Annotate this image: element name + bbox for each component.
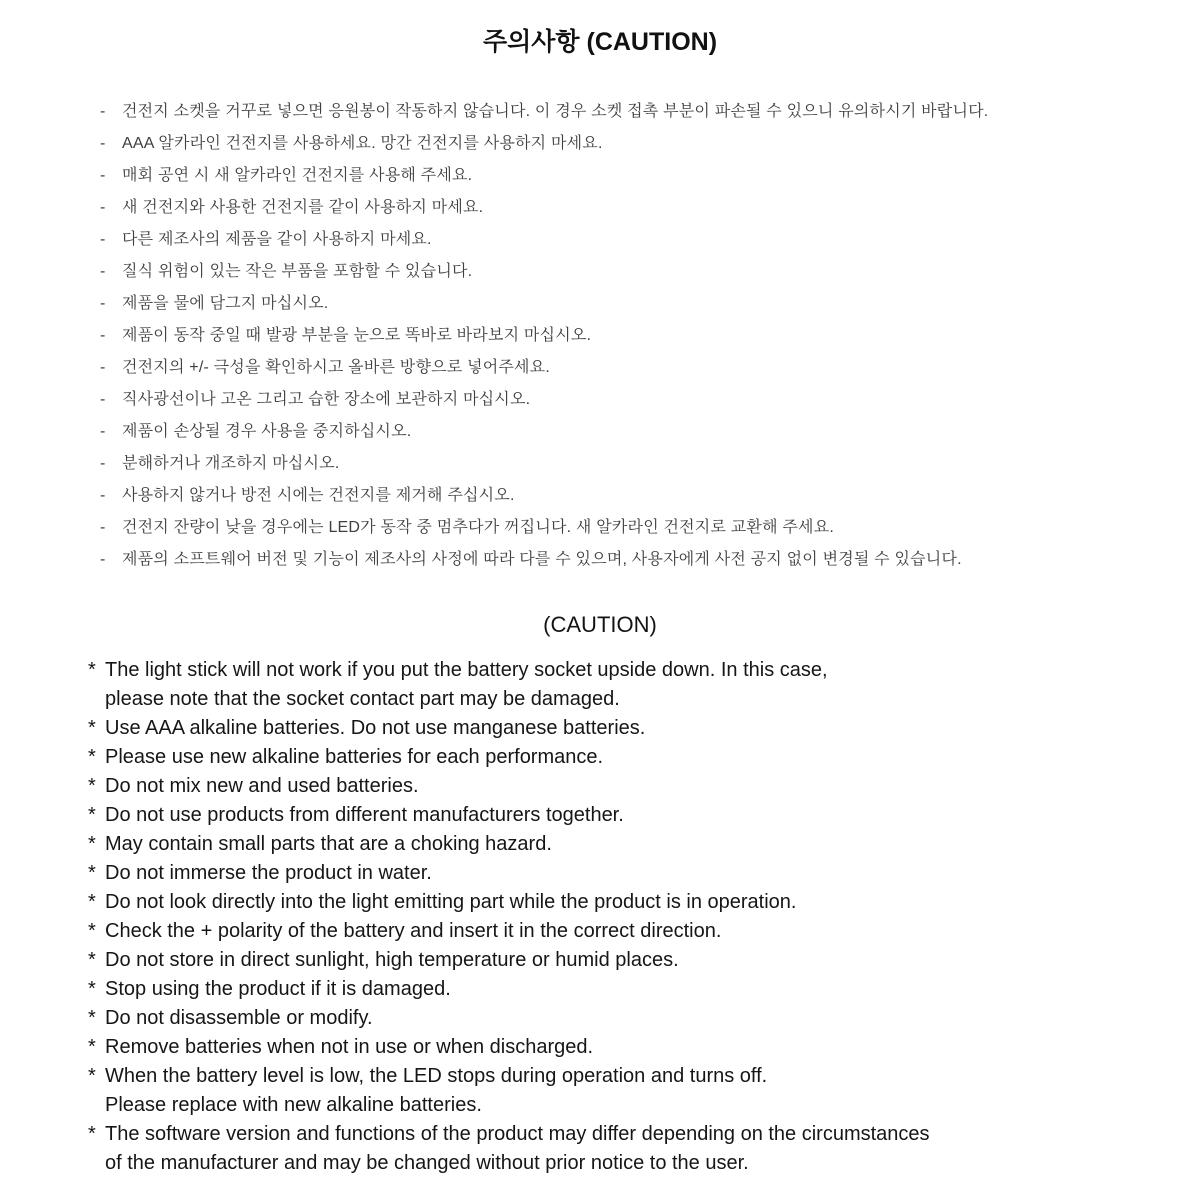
asterisk-bullet: * <box>88 1123 96 1145</box>
korean-caution-text: AAA 알카라인 건전지를 사용하세요. 망간 건전지를 사용하지 마세요. <box>122 135 603 152</box>
korean-caution-item <box>100 192 1145 224</box>
english-caution-text: Do not use products from different manufacturers together. <box>105 804 624 826</box>
dash-bullet: - <box>100 263 106 280</box>
english-caution-text: The light stick will not work if you put the battery socket upside down. In this case, <box>105 659 828 681</box>
english-caution-line <box>88 743 1150 772</box>
dash-bullet: - <box>100 551 106 568</box>
english-caution-text: please note that the socket contact part may be damaged. <box>105 688 620 710</box>
english-caution-text: Do not store in direct sunlight, high temperature or humid places. <box>105 949 679 971</box>
asterisk-bullet: * <box>88 891 96 913</box>
korean-caution-text: 제품의 소프트웨어 버전 및 기능이 제조사의 사정에 따라 다를 수 있으며, 사용자에게 사전 공지 없이 변경될 수 있습니다. <box>122 551 962 568</box>
english-caution-line <box>88 830 1150 859</box>
dash-bullet: - <box>100 391 106 408</box>
english-caution-line <box>88 1062 1150 1091</box>
korean-caution-item <box>100 288 1145 320</box>
english-caution-line <box>88 1120 1150 1149</box>
korean-caution-item <box>100 416 1145 448</box>
korean-caution-text: 제품이 동작 중일 때 발광 부분을 눈으로 똑바로 바라보지 마십시오. <box>122 327 592 344</box>
korean-caution-text: 건전지의 +/- 극성을 확인하시고 올바른 방향으로 넣어주세요. <box>122 359 550 376</box>
english-caution-text: Remove batteries when not in use or when discharged. <box>105 1036 594 1058</box>
asterisk-bullet: * <box>88 833 96 855</box>
english-caution-text: Do not mix new and used batteries. <box>105 775 419 797</box>
korean-caution-item <box>100 512 1145 544</box>
korean-caution-item <box>100 128 1145 160</box>
korean-caution-text: 제품을 물에 담그지 마십시오. <box>122 295 329 312</box>
asterisk-bullet: * <box>88 775 96 797</box>
english-caution-list <box>0 656 1200 1178</box>
korean-caution-item <box>100 352 1145 384</box>
dash-bullet: - <box>100 295 106 312</box>
dash-bullet: - <box>100 327 106 344</box>
korean-caution-item <box>100 160 1145 192</box>
dash-bullet: - <box>100 103 106 120</box>
asterisk-bullet: * <box>88 862 96 884</box>
asterisk-bullet: * <box>88 949 96 971</box>
korean-caution-text: 질식 위험이 있는 작은 부품을 포함할 수 있습니다. <box>122 263 473 280</box>
korean-caution-text: 직사광선이나 고온 그리고 습한 장소에 보관하지 마십시오. <box>122 391 531 408</box>
korean-caution-item <box>100 448 1145 480</box>
dash-bullet: - <box>100 135 106 152</box>
korean-caution-text: 건전지 잔량이 낮을 경우에는 LED가 동작 중 멈추다가 꺼집니다. 새 알카라인 건전지로 교환해 주세요. <box>122 519 834 536</box>
english-caution-text: Stop using the product if it is damaged. <box>105 978 451 1000</box>
english-caution-line <box>88 772 1150 801</box>
english-caution-line <box>88 685 1150 714</box>
korean-caution-item <box>100 256 1145 288</box>
english-caution-heading: (CAUTION) <box>543 612 657 637</box>
english-caution-text: The software version and functions of the product may differ depending on the circumstances <box>105 1123 930 1145</box>
korean-caution-item <box>100 320 1145 352</box>
asterisk-bullet: * <box>88 659 96 681</box>
asterisk-bullet: * <box>88 1065 96 1087</box>
asterisk-bullet: * <box>88 717 96 739</box>
english-caution-text: Please replace with new alkaline batteries. <box>105 1094 482 1116</box>
english-caution-line <box>88 859 1150 888</box>
korean-caution-item <box>100 224 1145 256</box>
english-caution-line <box>88 917 1150 946</box>
english-caution-line <box>88 714 1150 743</box>
english-caution-text: Do not immerse the product in water. <box>105 862 432 884</box>
english-caution-line <box>88 1091 1150 1120</box>
english-caution-text: Do not look directly into the light emitting part while the product is in operation. <box>105 891 797 913</box>
asterisk-bullet: * <box>88 920 96 942</box>
dash-bullet: - <box>100 455 106 472</box>
dash-bullet: - <box>100 167 106 184</box>
korean-caution-list <box>0 96 1200 576</box>
korean-caution-text: 건전지 소켓을 거꾸로 넣으면 응원봉이 작동하지 않습니다. 이 경우 소켓 접촉 부분이 파손될 수 있으니 유의하시기 바랍니다. <box>122 103 989 120</box>
english-caution-line <box>88 1004 1150 1033</box>
korean-caution-item <box>100 384 1145 416</box>
english-caution-line <box>88 801 1150 830</box>
asterisk-bullet: * <box>88 1007 96 1029</box>
asterisk-bullet: * <box>88 746 96 768</box>
dash-bullet: - <box>100 423 106 440</box>
korean-caution-item <box>100 544 1145 576</box>
dash-bullet: - <box>100 487 106 504</box>
english-caution-text: May contain small parts that are a choking hazard. <box>105 833 552 855</box>
english-caution-text: When the battery level is low, the LED stops during operation and turns off. <box>105 1065 768 1087</box>
korean-caution-text: 사용하지 않거나 방전 시에는 건전지를 제거해 주십시오. <box>122 487 515 504</box>
asterisk-bullet: * <box>88 978 96 1000</box>
english-caution-text: Do not disassemble or modify. <box>105 1007 373 1029</box>
asterisk-bullet: * <box>88 1036 96 1058</box>
dash-bullet: - <box>100 519 106 536</box>
english-caution-text: Check the + polarity of the battery and insert it in the correct direction. <box>105 920 722 942</box>
page-title: 주의사항 (CAUTION) <box>482 28 718 56</box>
english-caution-line <box>88 1033 1150 1062</box>
dash-bullet: - <box>100 359 106 376</box>
korean-caution-text: 제품이 손상될 경우 사용을 중지하십시오. <box>122 423 412 440</box>
english-caution-text: Please use new alkaline batteries for each performance. <box>105 746 604 768</box>
english-caution-line <box>88 946 1150 975</box>
english-caution-line <box>88 975 1150 1004</box>
english-caution-line <box>88 656 1150 685</box>
korean-caution-text: 다른 제조사의 제품을 같이 사용하지 마세요. <box>122 231 432 248</box>
english-caution-line <box>88 888 1150 917</box>
english-caution-text: Use AAA alkaline batteries. Do not use manganese batteries. <box>105 717 646 739</box>
korean-caution-text: 새 건전지와 사용한 건전지를 같이 사용하지 마세요. <box>122 199 484 216</box>
english-caution-text: of the manufacturer and may be changed without prior notice to the user. <box>105 1152 749 1174</box>
english-caution-line <box>88 1149 1150 1178</box>
korean-caution-item <box>100 96 1145 128</box>
dash-bullet: - <box>100 199 106 216</box>
korean-caution-text: 분해하거나 개조하지 마십시오. <box>122 455 340 472</box>
dash-bullet: - <box>100 231 106 248</box>
asterisk-bullet: * <box>88 804 96 826</box>
korean-caution-item <box>100 480 1145 512</box>
korean-caution-text: 매회 공연 시 새 알카라인 건전지를 사용해 주세요. <box>122 167 473 184</box>
